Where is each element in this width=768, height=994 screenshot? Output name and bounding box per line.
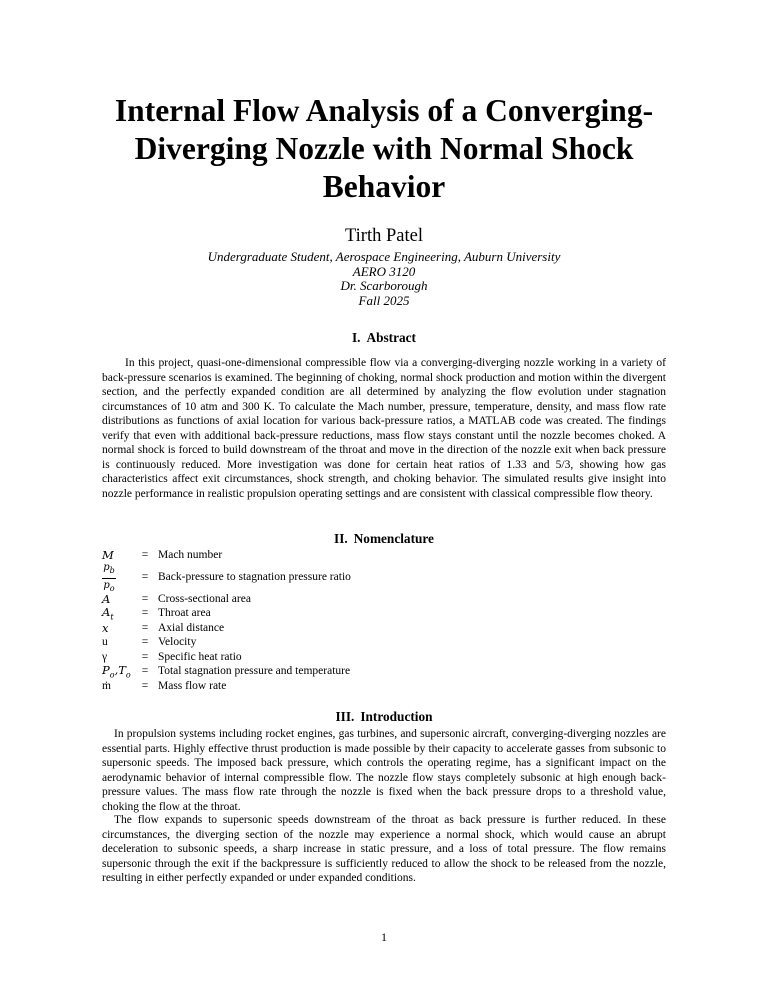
equals-sign: = <box>141 679 149 692</box>
equals-sign: = <box>141 607 149 620</box>
symbol-base: A <box>102 605 111 620</box>
section-heading-introduction <box>0 709 768 725</box>
symbol <box>102 559 136 595</box>
symbol: u <box>102 636 108 649</box>
nomenclature-entry <box>102 679 666 694</box>
section-title: Abstract <box>366 330 416 345</box>
nomenclature-entry <box>102 592 666 607</box>
equals-sign: = <box>141 549 149 562</box>
definition: Throat area <box>158 607 211 620</box>
symbol: x <box>102 620 109 635</box>
fraction-symbol <box>102 562 116 595</box>
nomenclature-entry <box>102 563 666 592</box>
symbol: $P_o,T_o$ <box>102 663 131 680</box>
symbol-sub: o <box>125 670 131 680</box>
symbol-sub: o <box>109 670 115 680</box>
affiliation-line: Fall 2025 <box>358 292 410 308</box>
author-name: Tirth Patel <box>345 226 423 246</box>
symbol: A <box>102 591 111 606</box>
symbol: ṁ <box>102 679 111 692</box>
affiliation-line: Undergraduate Student, Aerospace Engineering, Auburn University <box>207 249 561 264</box>
section-number: I. <box>352 330 361 345</box>
symbol <box>102 605 136 621</box>
section-heading-nomenclature <box>0 531 768 547</box>
symbol: γ <box>102 650 108 663</box>
section-heading-abstract <box>0 330 768 346</box>
introduction-paragraph: In propulsion systems including rocket engines, gas turbines, and supersonic aircraft, converging-diverging nozzles are essential parts. Highly effective thrust production is made possible by their capacity to accelerate gasses from subsonic to supersonic speeds. The imposed back pressure, which controls the operating regime, has a significant impact on the aerodynamic behavior of internal compressible flow. The nozzle flow stays completely subsonic at high enough back-pressure values. The mass flow rate through the nozzle is fixed when the back pressure drops to a threshold value, choking the flow at the throat. <box>102 728 666 813</box>
definition: Back-pressure to stagnation pressure ratio <box>158 571 351 583</box>
definition: Specific heat ratio <box>158 650 242 663</box>
section-number: III. <box>335 709 355 724</box>
nomenclature-entry <box>102 606 666 621</box>
equals-sign: = <box>141 636 149 649</box>
definition: Axial distance <box>158 621 225 634</box>
fraction-bar <box>102 578 116 579</box>
section-title: Introduction <box>360 709 433 724</box>
definition: Velocity <box>158 636 197 649</box>
definition: Mach number <box>158 549 223 562</box>
section-title: Nomenclature <box>353 531 434 546</box>
affiliation-line: AERO 3120 <box>352 263 416 279</box>
equals-sign: = <box>141 621 149 634</box>
symbol-base: P <box>102 663 110 678</box>
nomenclature-entry <box>102 664 666 679</box>
fraction-denominator-sub: o <box>109 584 115 593</box>
symbol-base: T <box>118 663 126 678</box>
fraction-denominator: p <box>103 580 110 591</box>
equals-sign: = <box>141 650 149 663</box>
fraction-numerator-sub: b <box>109 566 115 575</box>
nomenclature-list <box>102 548 666 693</box>
introduction-paragraph: The flow expands to supersonic speeds downstream of the throat as back pressure is further reduced. In these circumstances, the diverging section of the nozzle may experience a normal shock, which would cause an abrupt deceleration to subsonic speeds, a sharp increase in static pressure, and a loss of total pressure. The flow remains supersonic through the exit if the backpressure is sufficiently reduced to allow the shock to be released from the nozzle, resulting in either perfectly expanded or under expanded conditions. <box>102 814 666 884</box>
page-number: 1 <box>381 930 387 944</box>
symbol: M <box>102 548 114 563</box>
symbol-sub: t <box>110 612 114 622</box>
nomenclature-entry <box>102 650 666 665</box>
fraction-numerator: p <box>103 562 110 573</box>
nomenclature-entry <box>102 621 666 636</box>
definition: Cross-sectional area <box>158 592 251 605</box>
equals-sign: = <box>141 665 149 678</box>
definition: Total stagnation pressure and temperature <box>158 665 351 678</box>
equals-sign: = <box>141 592 149 605</box>
abstract-text: In this project, quasi-one-dimensional compressible flow via a converging-diverging nozzle working in a variety of back-pressure scenarios is examined. The beginning of choking, normal shock production and motion within the divergent section, and the perfectly expanded condition are all determined by analyzing the flow evolution under stagnation circumstances of 10 atm and 300 K. To calculate the Mach number, pressure, temperature, density, and mass flow rate distributions as functions of axial location for various back-pressure ratios, a MATLAB code was created. The findings verify that even with additional back-pressure reductions, mass flow stays constant until the nozzle becomes choked. A normal shock is forced to build downstream of the throat and move in the direction of the nozzle exit when back pressure is continuously reduced. More investigation was done for certain heat ratios of 1.33 and 5/3, showing how gas characteristics affect exit circumstances, shock strength, and choking behavior. The simulated results give insight into nozzle performance in realistic propulsion operating settings and are consistent with classical compressible flow theory. <box>102 357 666 500</box>
definition: Mass flow rate <box>158 679 227 692</box>
paper-title: Internal Flow Analysis of a Converging-Diverging Nozzle with Normal Shock Behavior <box>114 93 654 204</box>
affiliation-block <box>0 250 768 308</box>
affiliation-line: Dr. Scarborough <box>340 278 428 293</box>
section-number: II. <box>334 531 348 546</box>
equals-sign: = <box>141 571 149 583</box>
nomenclature-entry <box>102 548 666 563</box>
nomenclature-entry <box>102 635 666 650</box>
